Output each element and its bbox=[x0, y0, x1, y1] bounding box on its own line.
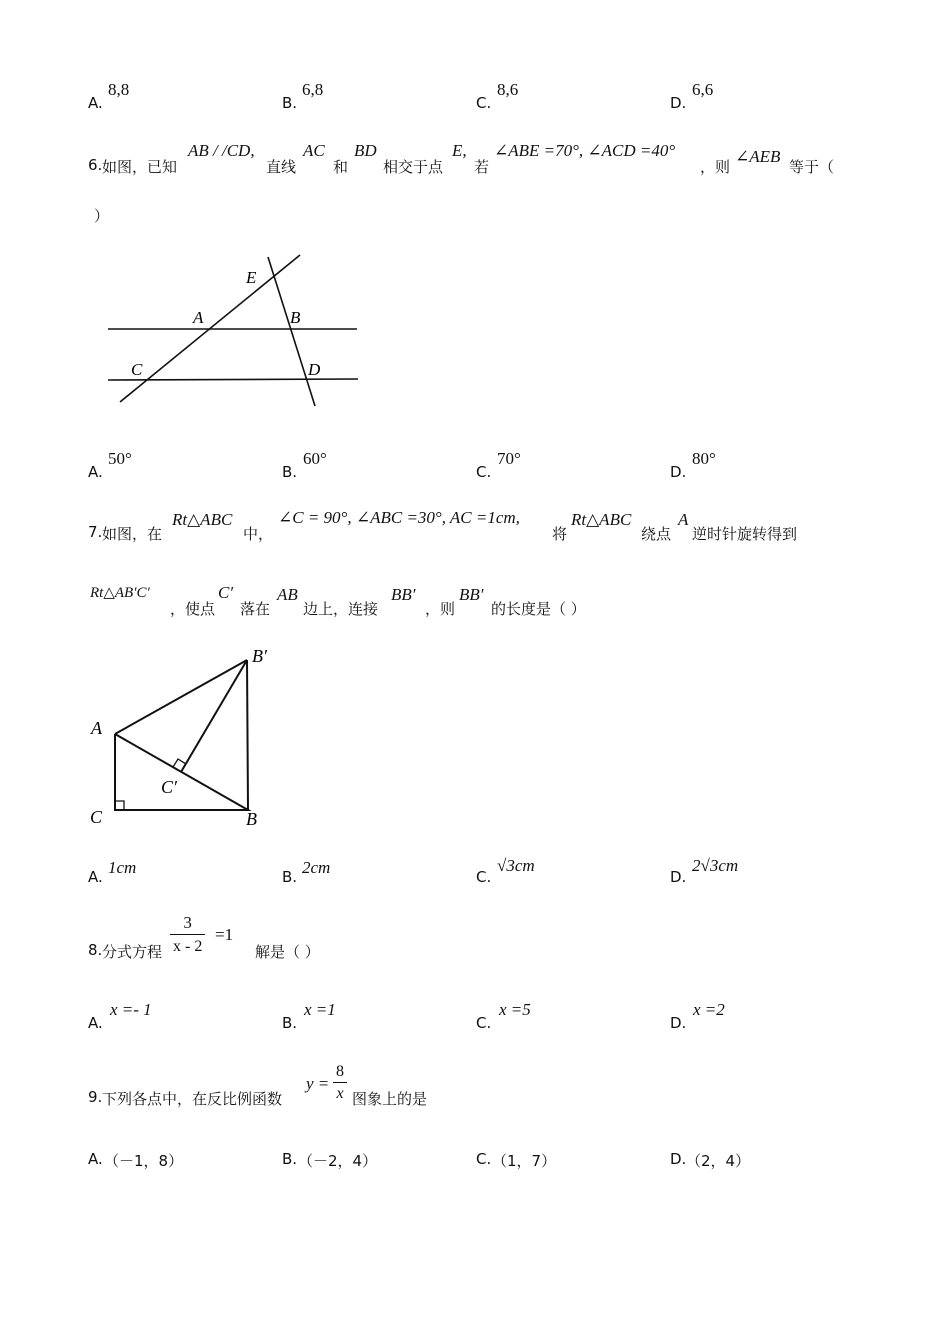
q6-option-a-label: A. bbox=[88, 463, 103, 481]
q8-option-c-label: C. bbox=[476, 1014, 492, 1032]
q7-line-ab-prime bbox=[115, 660, 247, 734]
q5-option-a-value: 8,8 bbox=[108, 80, 130, 99]
q5-option-c-value: 8,6 bbox=[497, 80, 519, 99]
q6-text-2: 直线 bbox=[266, 158, 297, 176]
q9-lhs: y = bbox=[306, 1074, 330, 1093]
q7-math-4: A bbox=[678, 510, 689, 529]
q5-option-b-label: B. bbox=[282, 94, 298, 112]
q7-text-8: 边上，连接 bbox=[303, 600, 379, 618]
q9-option-c-value: （1，7） bbox=[492, 1152, 557, 1170]
q9-option-c-label: C. bbox=[476, 1150, 492, 1168]
q9-denominator: x bbox=[333, 1082, 346, 1105]
q7-option-d-label: D. bbox=[670, 868, 687, 886]
q7-text-6: ，使点 bbox=[170, 600, 216, 618]
q6-math-6: ∠AEB bbox=[735, 147, 781, 166]
q5-option-a-label: A. bbox=[88, 94, 103, 112]
q7-label-a: A bbox=[91, 718, 102, 738]
q7-text-3: 将 bbox=[552, 525, 568, 543]
q8-number: 8. bbox=[88, 941, 103, 959]
q9-option-b-value: （－2，4） bbox=[298, 1152, 378, 1170]
q9-option-d-label: D. bbox=[670, 1150, 687, 1168]
q7-text-10: 的长度是（ ） bbox=[491, 600, 586, 618]
q9-option-a-label: A. bbox=[88, 1150, 103, 1168]
q6-math-3: BD bbox=[354, 141, 377, 160]
q7-number: 7. bbox=[88, 523, 103, 541]
q6-text-3: 和 bbox=[333, 158, 349, 176]
q8-option-a-value: x =- 1 bbox=[110, 1000, 152, 1019]
q6-label-b: B bbox=[290, 308, 301, 327]
q9-numerator: 8 bbox=[336, 1063, 344, 1080]
q6-math-2: AC bbox=[303, 141, 325, 160]
q7-option-b-value: 2cm bbox=[302, 858, 331, 877]
q6-option-d-label: D. bbox=[670, 463, 687, 481]
q7-line-cprime-bprime bbox=[181, 660, 247, 772]
q8-fraction bbox=[170, 912, 205, 959]
q6-line-cd bbox=[108, 379, 358, 380]
q7-figure bbox=[85, 640, 285, 835]
q7-text-5: 逆时针旋转得到 bbox=[692, 525, 798, 543]
q7-math-8: BB′ bbox=[391, 585, 416, 604]
q9-number: 9. bbox=[88, 1088, 103, 1106]
q6-text-7: 等于（ bbox=[789, 158, 835, 176]
q9-text-1: 下列各点中，在反比例函数 bbox=[102, 1090, 283, 1108]
q7-right-angle-c bbox=[115, 801, 124, 810]
q9-option-d-value: （2，4） bbox=[686, 1152, 751, 1170]
q6-text-5: 若 bbox=[474, 158, 490, 176]
q8-option-d-value: x =2 bbox=[693, 1000, 725, 1019]
q6-option-d-value: 80° bbox=[692, 449, 716, 468]
q6-label-e: E bbox=[246, 268, 257, 287]
q7-text-1: 如图，在 bbox=[102, 525, 163, 543]
q7-label-c: C bbox=[90, 807, 103, 827]
q8-option-c-value: x =5 bbox=[499, 1000, 531, 1019]
q9-text-2: 图象上的是 bbox=[352, 1090, 428, 1108]
q6-option-b-value: 60° bbox=[303, 449, 327, 468]
q7-text-9: ，则 bbox=[425, 600, 456, 618]
q7-math-6: C′ bbox=[218, 583, 234, 602]
q8-denominator: x - 2 bbox=[170, 934, 205, 959]
q7-math-2: ∠C = 90°, ∠ABC =30°, AC =1cm, bbox=[278, 508, 520, 527]
q5-option-d-label: D. bbox=[670, 94, 687, 112]
q7-math-9: BB′ bbox=[459, 585, 484, 604]
q7-option-c-label: C. bbox=[476, 868, 492, 886]
q7-line-b-bprime bbox=[247, 660, 248, 810]
q6-text-6: ，则 bbox=[700, 158, 731, 176]
q7-label-b: B bbox=[246, 809, 257, 829]
q8-rhs: =1 bbox=[215, 925, 234, 944]
q8-option-b-value: x =1 bbox=[304, 1000, 336, 1019]
q9-fraction bbox=[333, 1062, 347, 1105]
q8-option-d-label: D. bbox=[670, 1014, 687, 1032]
q7-math-3: Rt△ABC bbox=[571, 510, 632, 529]
q7-option-c-value: √3cm bbox=[497, 856, 535, 875]
q8-text-1: 分式方程 bbox=[102, 943, 163, 961]
q6-option-c-label: C. bbox=[476, 463, 492, 481]
q6-math-1: AB / /CD, bbox=[188, 141, 255, 160]
q7-math-7: AB bbox=[277, 585, 298, 604]
q6-math-5: ∠ABE =70°, ∠ACD =40° bbox=[494, 141, 676, 160]
q7-option-d-value: 2√3cm bbox=[692, 856, 739, 875]
q8-numerator: 3 bbox=[183, 913, 192, 932]
q6-label-c: C bbox=[131, 360, 143, 379]
q6-option-a-value: 50° bbox=[108, 449, 132, 468]
q7-math-1: Rt△ABC bbox=[172, 510, 233, 529]
q6-option-b-label: B. bbox=[282, 463, 298, 481]
q6-option-c-value: 70° bbox=[497, 449, 521, 468]
q6-text-1: 如图，已知 bbox=[102, 158, 178, 176]
q7-text-4: 绕点 bbox=[641, 525, 672, 543]
q6-number: 6. bbox=[88, 156, 103, 174]
q6-line-bd bbox=[268, 257, 315, 406]
q6-label-a: A bbox=[193, 308, 204, 327]
q7-option-a-label: A. bbox=[88, 868, 103, 886]
q7-text-2: 中， bbox=[243, 525, 274, 543]
q6-label-d: D bbox=[308, 360, 321, 379]
q7-math-5: Rt△AB′C′ bbox=[90, 585, 150, 601]
q6-close-paren: ） bbox=[94, 207, 110, 225]
q7-option-b-label: B. bbox=[282, 868, 298, 886]
q7-label-cprime: C′ bbox=[161, 777, 177, 797]
q6-figure bbox=[100, 245, 370, 415]
q9-option-a-value: （－1，8） bbox=[104, 1152, 184, 1170]
q5-option-c-label: C. bbox=[476, 94, 492, 112]
q5-option-b-value: 6,8 bbox=[302, 80, 324, 99]
q9-option-b-label: B. bbox=[282, 1150, 298, 1168]
q7-option-a-value: 1cm bbox=[108, 858, 137, 877]
q8-option-b-label: B. bbox=[282, 1014, 298, 1032]
q5-option-d-value: 6,6 bbox=[692, 80, 714, 99]
q8-option-a-label: A. bbox=[88, 1014, 103, 1032]
q6-text-4: 相交于点 bbox=[383, 158, 444, 176]
q8-text-2: 解是（ ） bbox=[255, 943, 320, 961]
q7-text-7: 落在 bbox=[240, 600, 271, 618]
q7-label-bprime: B′ bbox=[252, 646, 267, 666]
q6-math-4: E, bbox=[452, 141, 467, 160]
